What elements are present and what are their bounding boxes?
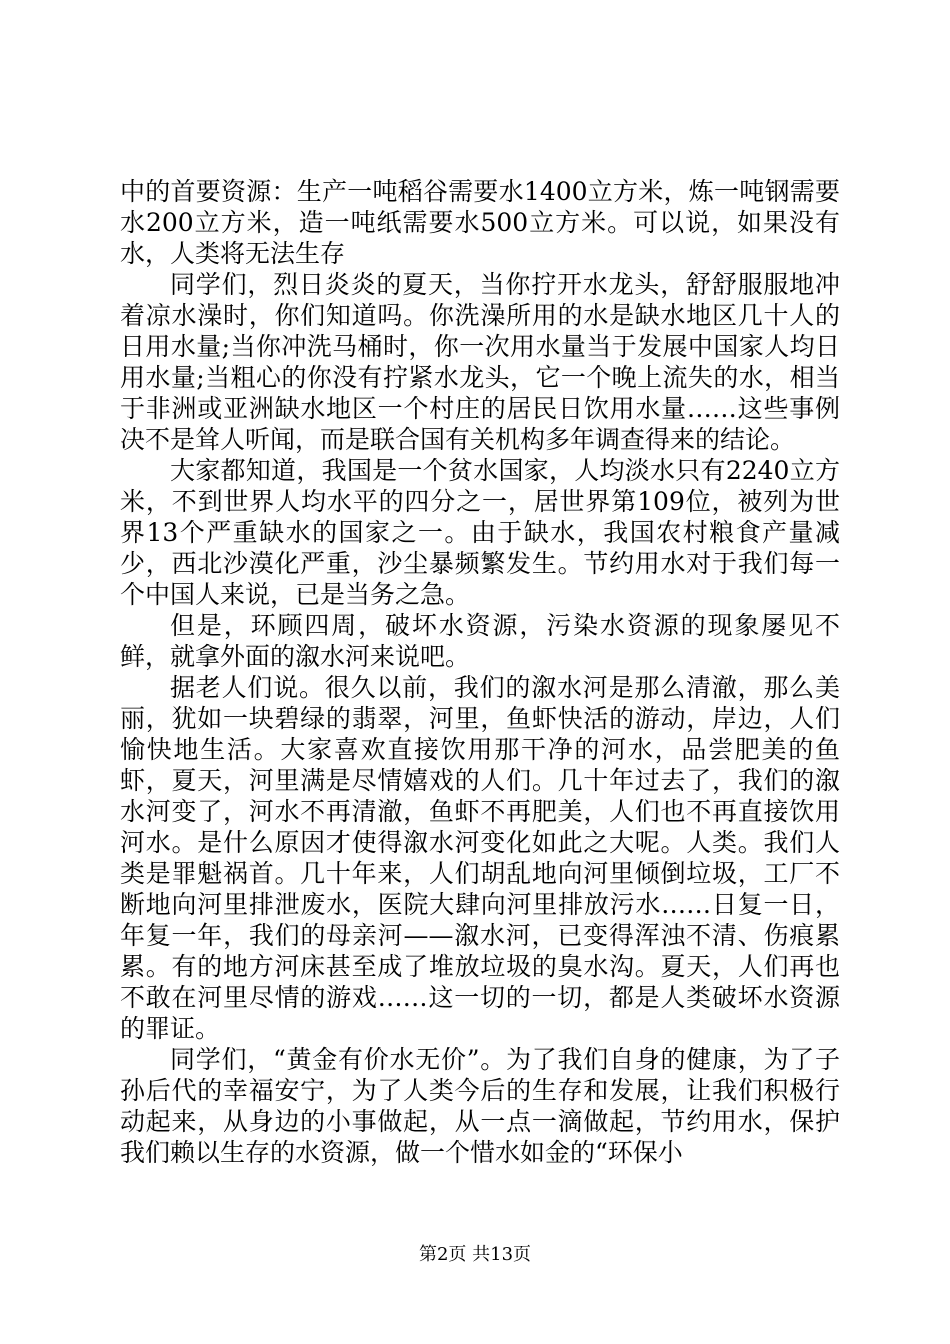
paragraph: 大家都知道，我国是一个贫水国家，人均淡水只有2240立方米，不到世界人均水平的四分之一，居世界第109位，被列为世界13个严重缺水的国家之一。由于缺水，我国农村粮食产量减少，西北沙漠化严重，沙尘暴频繁发生。节约用水对于我们每一个中国人来说，已是当务之急。 [120, 456, 840, 609]
body-text [120, 176, 840, 1168]
paragraph: 据老人们说。很久以前，我们的溆水河是那么清澈，那么美丽，犹如一块碧绿的翡翠，河里，鱼虾快活的游动，岸边，人们愉快地生活。大家喜欢直接饮用那干净的河水，品尝肥美的鱼虾，夏天，河里满是尽情嬉戏的人们。几十年过去了，我们的溆水河变了，河水不再清澈，鱼虾不再肥美，人们也不再直接饮用河水。是什么原因才使得溆水河变化如此之大呢。人类。我们人类是罪魁祸首。几十年来，人们胡乱地向河里倾倒垃圾，工厂不断地向河里排泄废水，医院大肆向河里排放污水……日复一日，年复一年，我们的母亲河——溆水河，已变得浑浊不清、伤痕累累。有的地方河床甚至成了堆放垃圾的臭水沟。夏天，人们再也不敢在河里尽情的游戏……这一切的一切，都是人类破坏水资源的罪证。 [120, 673, 840, 1043]
paragraph: 但是，环顾四周，破坏水资源，污染水资源的现象屡见不鲜，就拿外面的溆水河来说吧。 [120, 611, 840, 671]
paragraph: 同学们，“黄金有价水无价”。为了我们自身的健康，为了子孙后代的幸福安宁，为了人类今后的生存和发展，让我们积极行动起来，从身边的小事做起，从一点一滴做起，节约用水，保护我们赖以生存的水资源，做一个惜水如金的“环保小 [120, 1045, 840, 1167]
page-footer: 第2页 共13页 [418, 1244, 532, 1265]
paragraph: 中的首要资源：生产一吨稻谷需要水1400立方米，炼一吨钢需要水200立方米，造一吨纸需要水500立方米。可以说，如果没有水，人类将无法生存 [120, 177, 840, 268]
paragraph: 同学们，烈日炎炎的夏天，当你拧开水龙头，舒舒服服地冲着凉水澡时，你们知道吗。你洗澡所用的水是缺水地区几十人的日用水量;当你冲洗马桶时，你一次用水量当于发展中国家人均日用水量;当粗心的你没有拧紧水龙头，它一个晚上流失的水，相当于非洲或亚洲缺水地区一个村庄的居民日饮用水量……这些事例决不是耸人听闻，而是联合国有关机构多年调查得来的结论。 [120, 270, 840, 454]
